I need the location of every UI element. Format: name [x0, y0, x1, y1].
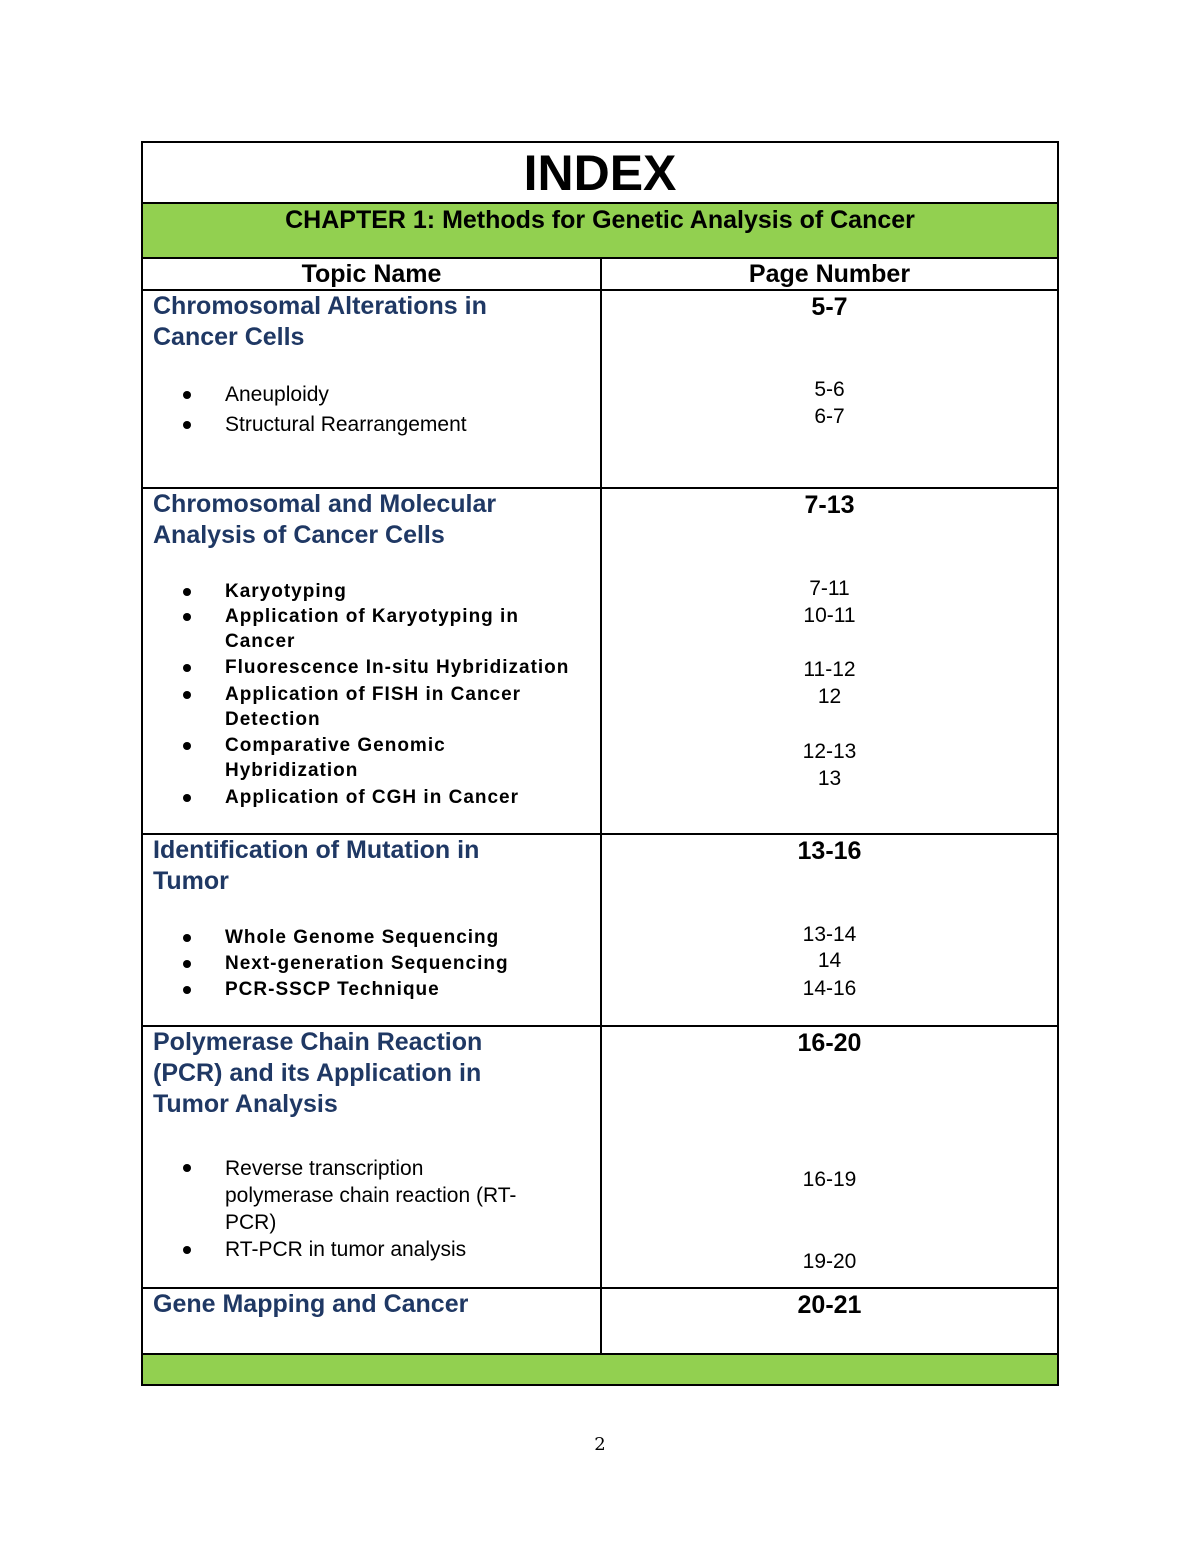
section-pages: 5-7 [811, 293, 848, 321]
item-pages: 19-20 [802, 1250, 857, 1273]
bullet-icon [183, 960, 191, 968]
chapter-footer-bar [143, 1353, 1057, 1384]
item-pages: 14-16 [802, 977, 857, 1000]
index-table [141, 141, 1059, 1386]
bullet-icon [183, 986, 191, 994]
section-pcr-application: Polymerase Chain Reaction (PCR) and its Application in Tumor Analysis Reverse transcription polymerase chain reaction (RT- PCR) RT-PCR in tumor analysis 16-20 16-19 19-20 [143, 1027, 1057, 1289]
section-pages: 7-13 [804, 491, 855, 519]
bullet-icon [183, 613, 191, 621]
item-pages: 16-19 [802, 1168, 857, 1191]
column-header-topic: Topic Name [301, 259, 442, 288]
section-heading: Polymerase Chain Reaction (PCR) and its Application in Tumor Analysis [153, 1028, 483, 1118]
section-heading: Gene Mapping and Cancer [153, 1290, 469, 1318]
index-title: INDEX [143, 143, 1057, 204]
item-pages: 13 [817, 767, 842, 790]
column-header-page: Page Number [748, 259, 911, 288]
section-heading: Chromosomal Alterations in Cancer Cells [153, 292, 487, 351]
bullet-icon [183, 934, 191, 942]
bullet-icon [183, 391, 191, 399]
item-pages: 12-13 [802, 740, 857, 763]
page-number: 2 [594, 1434, 606, 1455]
chapter-heading: CHAPTER 1: Methods for Genetic Analysis of Cancer [143, 204, 1057, 259]
item-pages: 5-6 [814, 378, 845, 401]
bullet-icon [183, 794, 191, 802]
item-pages: 13-14 [802, 923, 857, 946]
section-heading: Identification of Mutation in Tumor [153, 836, 480, 895]
item-pages: 6-7 [814, 405, 845, 428]
section-chromosomal-molecular-analysis: Chromosomal and Molecular Analysis of Cancer Cells Karyotyping Application of Karyotyping in Cancer Fluorescence In-situ Hybridization Application of FISH in Cancer Detection Comparative Genomic Hybridization Application of CGH in Cancer 7-13 7-11 10-11 11-12 12 12-13 13 [143, 489, 1057, 833]
section-pages: 20-21 [797, 1291, 862, 1319]
section-chromosomal-alterations: Chromosomal Alterations in Cancer Cells Aneuploidy Structural Rearrangement 5-7 5-6 6-7 [143, 291, 1057, 489]
bullet-icon [183, 1164, 191, 1172]
item-pages: 11-12 [803, 658, 856, 681]
bullet-icon [183, 691, 191, 699]
section-pages: 16-20 [797, 1029, 862, 1057]
section-identification-of-mutation: Identification of Mutation in Tumor Whole Genome Sequencing Next-generation Sequencing PCR-SSCP Technique 13-16 13-14 14 14-16 [143, 835, 1057, 1025]
bullet-icon [183, 588, 191, 596]
bullet-icon [183, 664, 191, 672]
item-pages: 7-11 [809, 577, 850, 600]
section-heading: Chromosomal and Molecular Analysis of Cancer Cells [153, 490, 497, 549]
bullet-icon [183, 421, 191, 429]
item-pages: 12 [817, 685, 842, 708]
section-pages: 13-16 [797, 837, 862, 865]
section-gene-mapping [143, 1289, 1057, 1353]
bullet-icon [183, 1246, 191, 1254]
item-pages: 14 [817, 949, 842, 972]
item-pages: 10-11 [803, 604, 856, 627]
bullet-icon [183, 742, 191, 750]
